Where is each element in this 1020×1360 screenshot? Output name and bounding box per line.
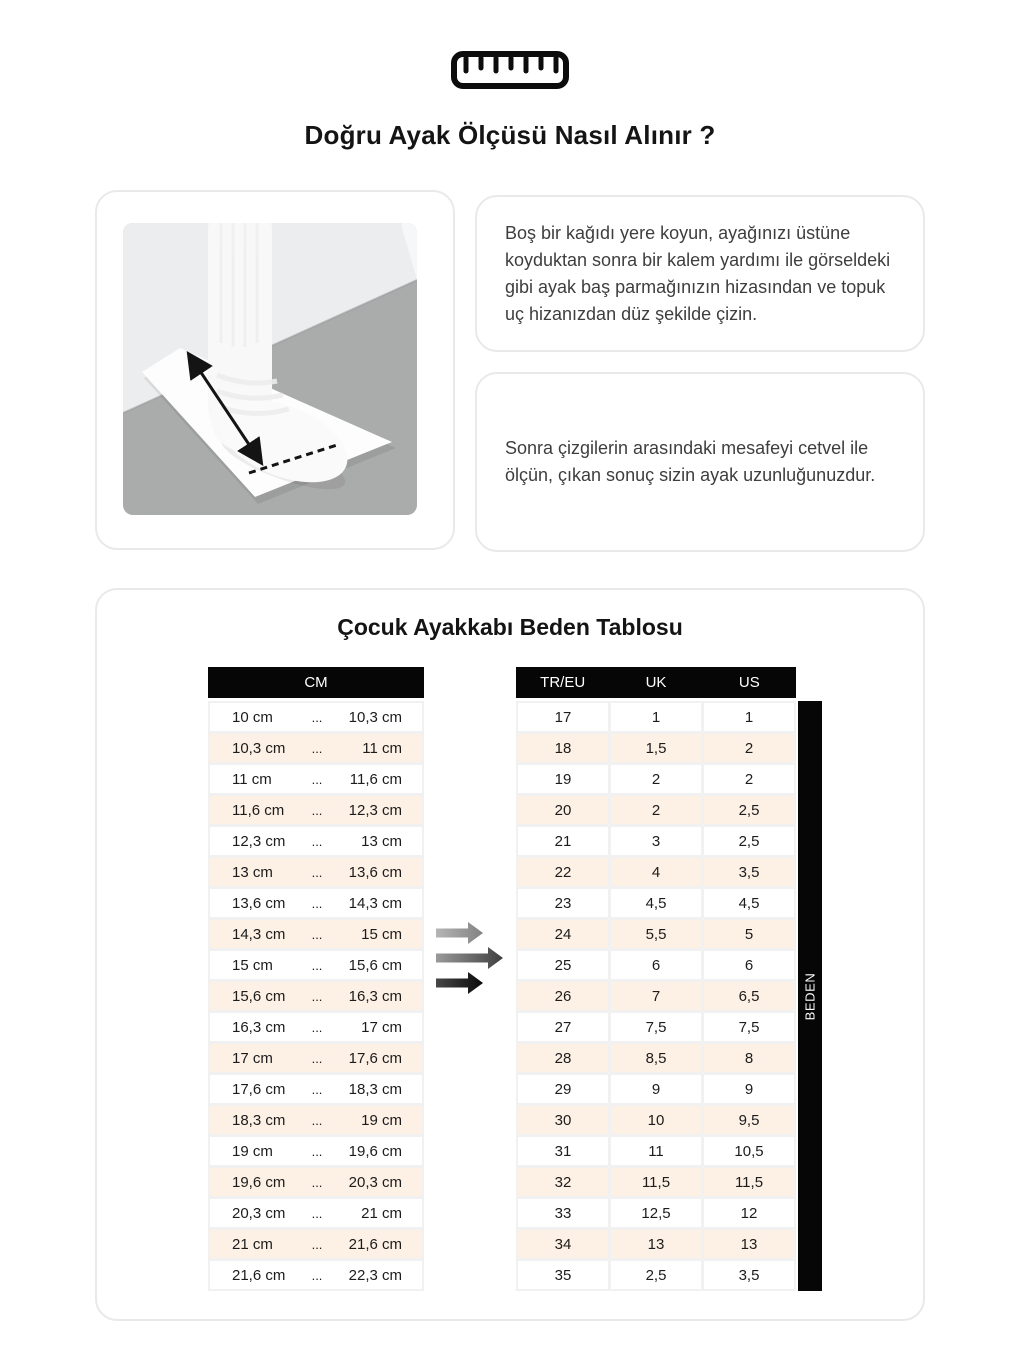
cm-to-cell: 16,3 cm: [348, 987, 402, 1005]
cm-from-cell: 10,3 cm: [232, 739, 286, 757]
cm-separator-cell: ...: [311, 1143, 323, 1159]
cm-separator-cell: ...: [311, 864, 323, 880]
page-title: Doğru Ayak Ölçüsü Nasıl Alınır ?: [304, 120, 716, 150]
size-cell: 19: [518, 765, 608, 793]
cm-to-cell: 11,6 cm: [349, 770, 402, 788]
cm-separator-cell: ...: [311, 802, 323, 818]
beden-side-label-text: BEDEN: [802, 972, 818, 1020]
cm-separator-cell: ...: [311, 1081, 323, 1097]
size-cell: 34: [518, 1230, 608, 1258]
size-cell: 28: [518, 1044, 608, 1072]
size-cell: 6: [611, 951, 701, 979]
cm-separator-cell: ...: [311, 1050, 323, 1066]
ruler-icon-svg: [450, 50, 570, 90]
cm-from-cell: 17 cm: [232, 1049, 273, 1067]
instruction-step-1-text: Boş bir kağıdı yere koyun, ayağınızı üstüne koyduktan sonra bir kalem yardımı ile görseldeki gibi ayak baş parmağınızın hizasından ve topuk uç hizanızdan düz şekilde çizin.: [505, 222, 891, 324]
cm-table-row: [210, 1106, 422, 1134]
size-cell: 12,5: [611, 1199, 701, 1227]
cm-separator-cell: ...: [311, 833, 323, 849]
cm-from-cell: 17,6 cm: [232, 1080, 286, 1098]
size-cell: 35: [518, 1261, 608, 1289]
cm-separator-cell: ...: [311, 957, 323, 973]
instruction-step-2-text: Sonra çizgilerin arasındaki mesafeyi cetvel ile ölçün, çıkan sonuç sizin ayak uzunluğunuzdur.: [505, 438, 876, 485]
cm-to-cell: 21,6 cm: [348, 1235, 402, 1253]
cm-table-row: [210, 920, 422, 948]
foot-photo-illustration: [123, 223, 417, 515]
cm-table-row: [210, 765, 422, 793]
cm-separator-cell: ...: [311, 1112, 323, 1128]
cm-from-cell: 11 cm: [232, 770, 272, 788]
size-cell: 6: [704, 951, 794, 979]
size-cell: 2: [611, 796, 701, 824]
cm-table-row: [210, 1168, 422, 1196]
size-cell: 6,5: [704, 982, 794, 1010]
size-chart-card: [95, 588, 925, 1321]
cm-separator-cell: ...: [311, 771, 323, 787]
cm-table-row: [210, 734, 422, 762]
cm-to-cell: 20,3 cm: [348, 1173, 402, 1191]
cm-to-cell: 22,3 cm: [348, 1266, 402, 1284]
size-cell: 13: [704, 1230, 794, 1258]
cm-to-cell: 21 cm: [361, 1204, 402, 1222]
size-table: [516, 667, 796, 1291]
foot-measurement-photo: [123, 223, 417, 515]
cm-separator-cell: ...: [311, 1205, 323, 1221]
cm-separator-cell: ...: [311, 1236, 323, 1252]
size-cell: 7,5: [704, 1013, 794, 1041]
size-cell: 9,5: [704, 1106, 794, 1134]
size-cell: 4,5: [611, 889, 701, 917]
cm-from-cell: 13 cm: [232, 863, 273, 881]
cm-to-cell: 18,3 cm: [348, 1080, 402, 1098]
cm-table-body: [208, 701, 424, 1291]
cm-to-cell: 19 cm: [361, 1111, 402, 1129]
cm-to-cell: 17 cm: [361, 1018, 402, 1036]
size-cell: 10: [611, 1106, 701, 1134]
cm-from-cell: 19 cm: [232, 1142, 273, 1160]
cm-table-row: [210, 1261, 422, 1289]
cm-separator-cell: ...: [311, 1019, 323, 1035]
size-cell: 2: [704, 734, 794, 762]
cm-table-row: [210, 889, 422, 917]
size-cell: 7: [611, 982, 701, 1010]
cm-to-cell: 12,3 cm: [348, 801, 402, 819]
size-cell: 24: [518, 920, 608, 948]
cm-from-cell: 14,3 cm: [232, 925, 286, 943]
cm-table-header: CM: [208, 667, 424, 698]
cm-table: [208, 667, 424, 1291]
ruler-icon: [0, 50, 1020, 90]
size-cell: 2,5: [611, 1261, 701, 1289]
size-cell: 8,5: [611, 1044, 701, 1072]
size-cell: 11: [611, 1137, 701, 1165]
size-cell: 26: [518, 982, 608, 1010]
size-cell: 1: [704, 703, 794, 731]
instruction-step-2-card: [475, 372, 925, 552]
size-chart-title: Çocuk Ayakkabı Beden Tablosu: [337, 614, 683, 640]
size-cell: 5,5: [611, 920, 701, 948]
cm-table-row: [210, 1075, 422, 1103]
cm-separator-cell: ...: [311, 1267, 323, 1283]
cm-table-row: [210, 1044, 422, 1072]
size-table-header-us: US: [738, 674, 760, 691]
cm-separator-cell: ...: [311, 926, 323, 942]
size-cell: 2: [611, 765, 701, 793]
cm-from-cell: 11,6 cm: [232, 801, 285, 819]
size-cell: 18: [518, 734, 608, 762]
cm-from-cell: 16,3 cm: [232, 1018, 286, 1036]
cm-table-row: [210, 827, 422, 855]
size-cell: 12: [704, 1199, 794, 1227]
cm-to-cell: 19,6 cm: [348, 1142, 402, 1160]
cm-table-row: [210, 1230, 422, 1258]
cm-table-row: [210, 1013, 422, 1041]
size-table-header-treu: TR/EU: [540, 674, 586, 691]
size-cell: 22: [518, 858, 608, 886]
size-cell: 9: [704, 1075, 794, 1103]
size-cell: 21: [518, 827, 608, 855]
size-cell: 20: [518, 796, 608, 824]
transfer-arrows-icon: [435, 920, 505, 996]
cm-separator-cell: ...: [311, 895, 323, 911]
size-cell: 23: [518, 889, 608, 917]
cm-separator-cell: ...: [311, 988, 323, 1004]
cm-from-cell: 21 cm: [232, 1235, 273, 1253]
size-cell: 7,5: [611, 1013, 701, 1041]
cm-from-cell: 15 cm: [232, 956, 273, 974]
cm-from-cell: 12,3 cm: [232, 832, 286, 850]
cm-to-cell: 11 cm: [362, 739, 402, 757]
cm-from-cell: 15,6 cm: [232, 987, 286, 1005]
cm-to-cell: 14,3 cm: [348, 894, 402, 912]
size-cell: 4,5: [704, 889, 794, 917]
cm-table-row: [210, 858, 422, 886]
size-cell: 9: [611, 1075, 701, 1103]
cm-table-row: [210, 982, 422, 1010]
cm-table-row: [210, 1199, 422, 1227]
cm-from-cell: 21,6 cm: [232, 1266, 286, 1284]
size-cell: 29: [518, 1075, 608, 1103]
size-table-header-uk: UK: [645, 674, 667, 691]
measurement-photo-card: [95, 190, 455, 550]
size-cell: 30: [518, 1106, 608, 1134]
cm-from-cell: 18,3 cm: [232, 1111, 286, 1129]
cm-to-cell: 17,6 cm: [348, 1049, 402, 1067]
size-cell: 3: [611, 827, 701, 855]
size-cell: 25: [518, 951, 608, 979]
cm-table-row: [210, 1137, 422, 1165]
cm-separator-cell: ...: [311, 709, 323, 725]
cm-table-row: [210, 703, 422, 731]
cm-table-row: [210, 951, 422, 979]
size-cell: 32: [518, 1168, 608, 1196]
instruction-step-1-card: [475, 195, 925, 352]
cm-from-cell: 10 cm: [232, 708, 273, 726]
size-cell: 2,5: [704, 827, 794, 855]
cm-to-cell: 15,6 cm: [348, 956, 402, 974]
size-cell: 27: [518, 1013, 608, 1041]
cm-to-cell: 10,3 cm: [348, 708, 402, 726]
cm-to-cell: 13 cm: [361, 832, 402, 850]
cm-from-cell: 13,6 cm: [232, 894, 286, 912]
cm-to-cell: 15 cm: [361, 925, 402, 943]
size-table-body: [516, 701, 796, 1291]
size-cell: 31: [518, 1137, 608, 1165]
size-cell: 3,5: [704, 1261, 794, 1289]
size-cell: 2,5: [704, 796, 794, 824]
size-cell: 5: [704, 920, 794, 948]
size-cell: 8: [704, 1044, 794, 1072]
cm-table-row: [210, 796, 422, 824]
cm-separator-cell: ...: [311, 740, 323, 756]
size-cell: 2: [704, 765, 794, 793]
size-cell: 11,5: [704, 1168, 794, 1196]
size-table-header: [516, 667, 796, 698]
cm-from-cell: 19,6 cm: [232, 1173, 286, 1191]
size-cell: 1,5: [611, 734, 701, 762]
size-cell: 17: [518, 703, 608, 731]
beden-side-label: [798, 701, 822, 1291]
cm-from-cell: 20,3 cm: [232, 1204, 286, 1222]
size-cell: 1: [611, 703, 701, 731]
size-cell: 11,5: [611, 1168, 701, 1196]
cm-separator-cell: ...: [311, 1174, 323, 1190]
cm-to-cell: 13,6 cm: [348, 863, 402, 881]
size-cell: 13: [611, 1230, 701, 1258]
size-cell: 3,5: [704, 858, 794, 886]
size-cell: 4: [611, 858, 701, 886]
size-cell: 10,5: [704, 1137, 794, 1165]
size-cell: 33: [518, 1199, 608, 1227]
